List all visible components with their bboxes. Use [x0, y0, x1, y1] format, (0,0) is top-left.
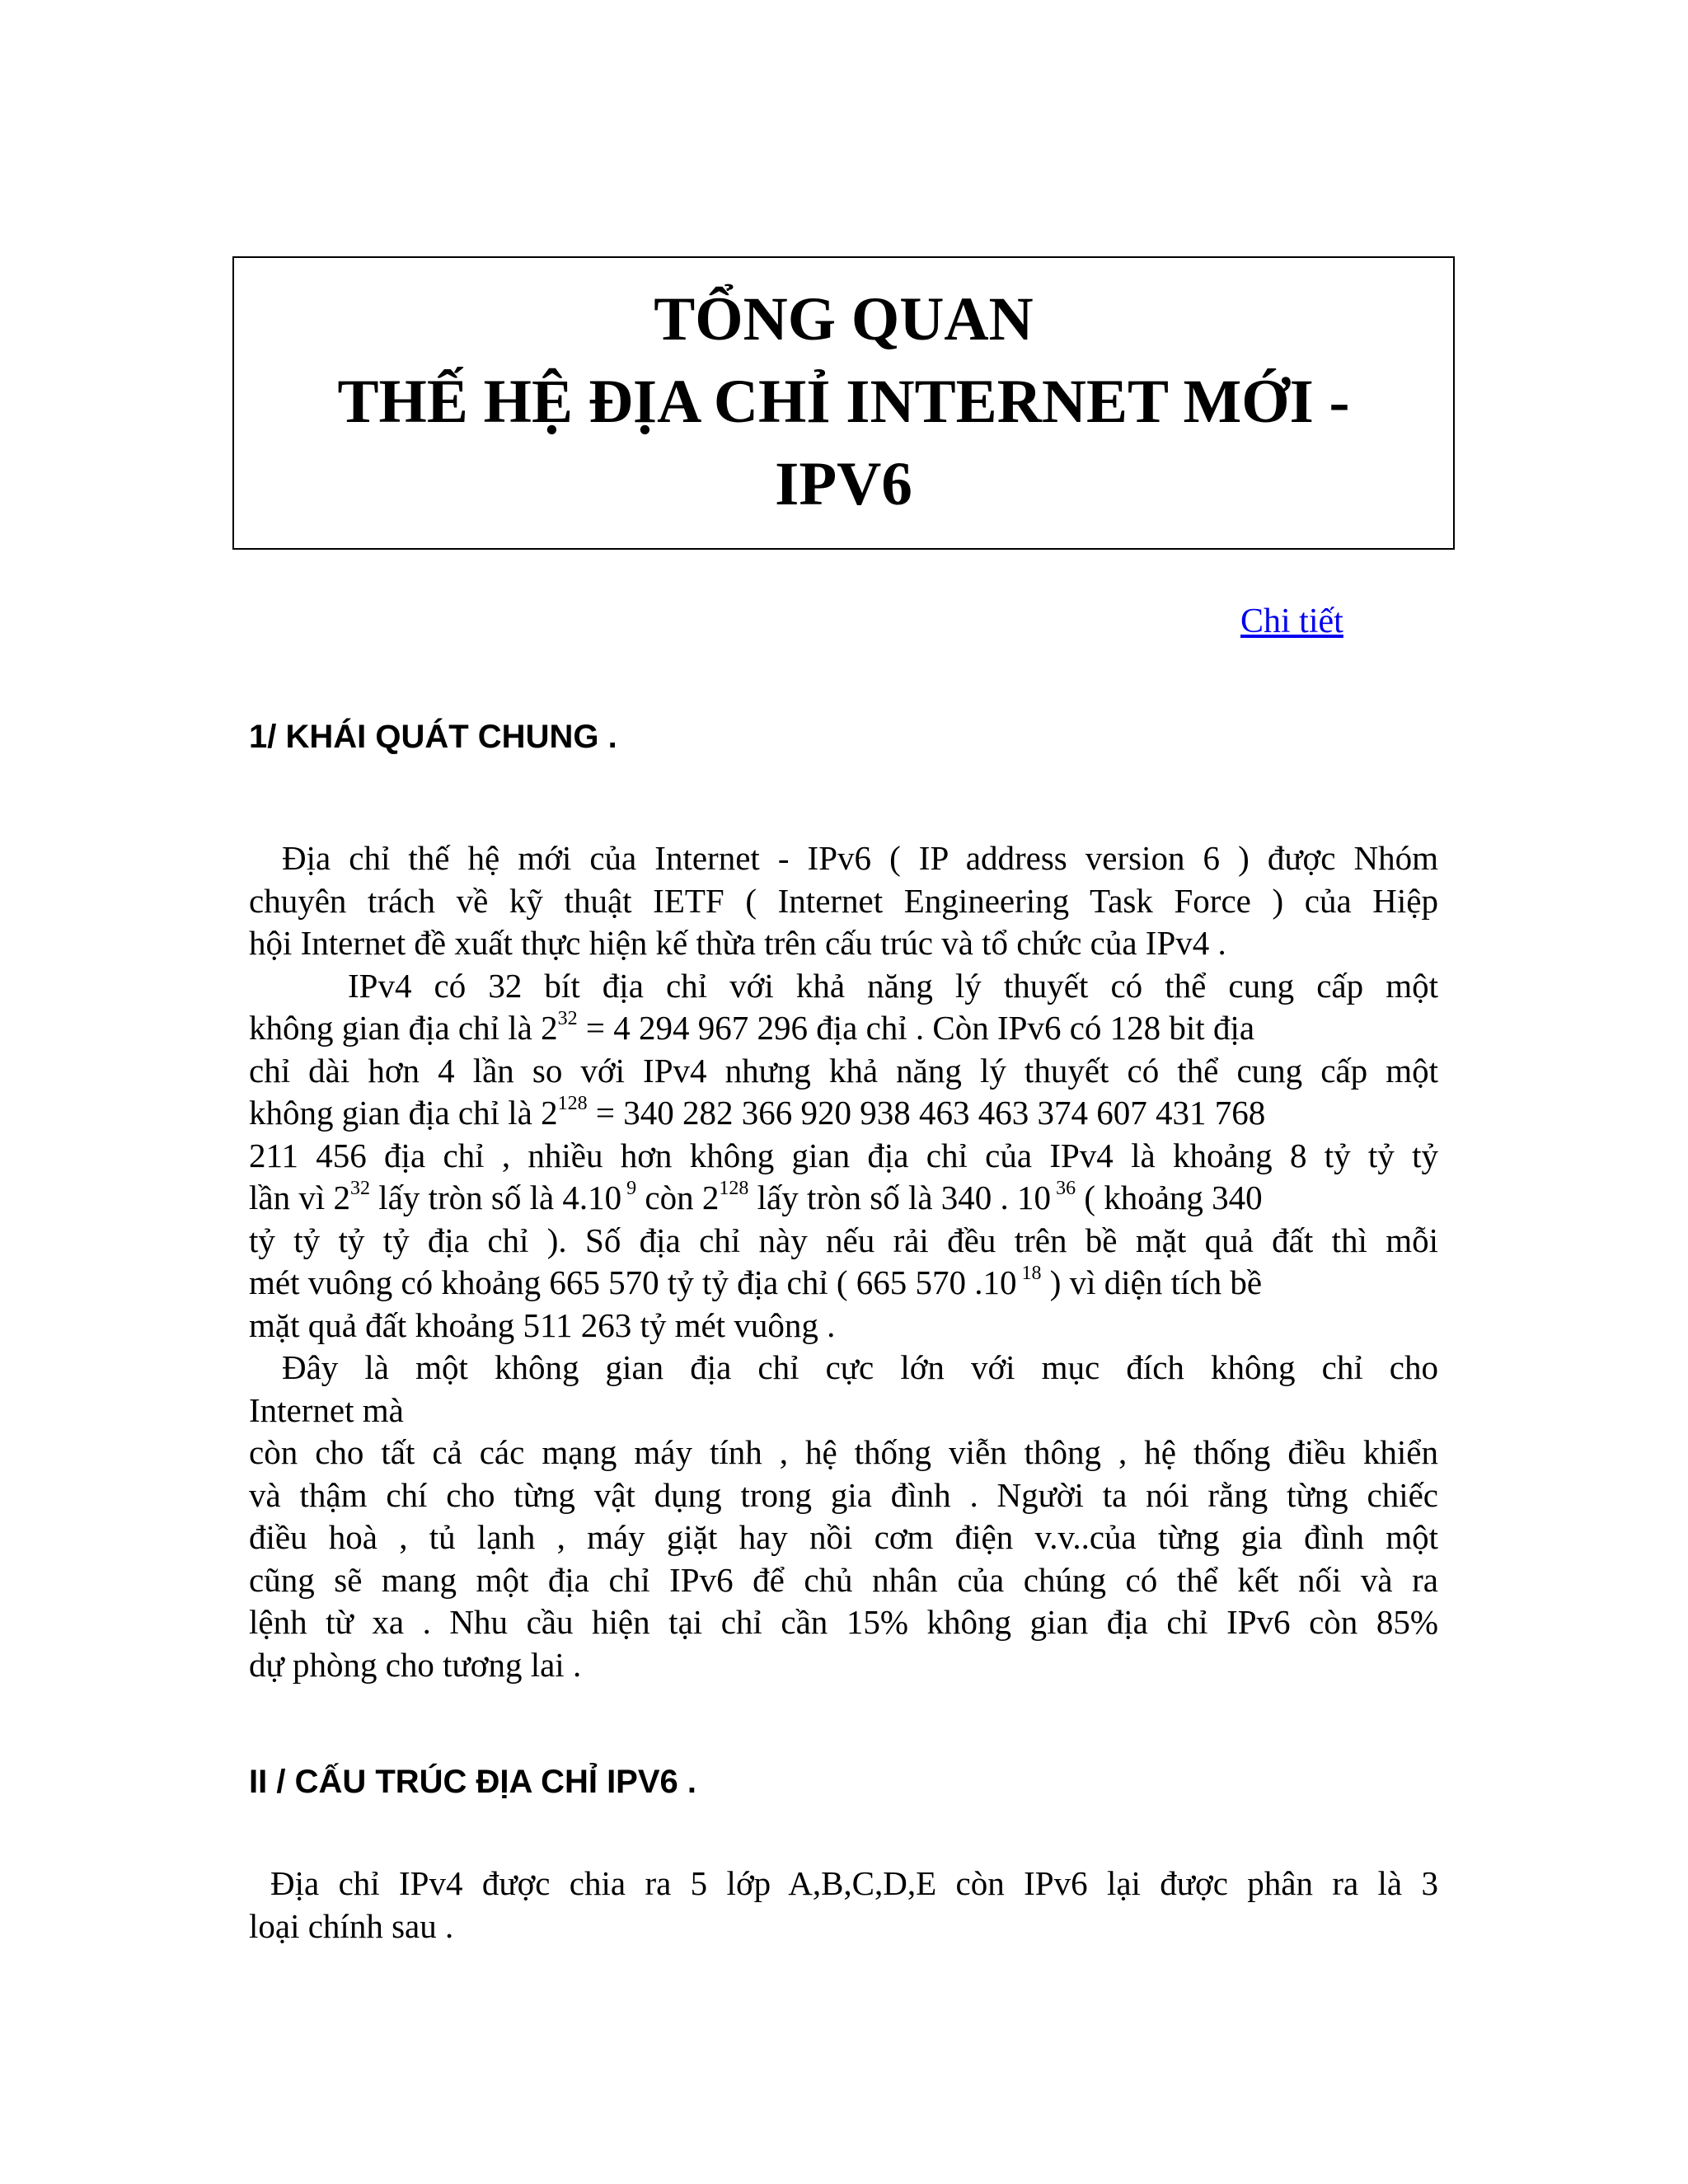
section-1-body	[249, 837, 1438, 1686]
text-line: dự phòng cho tương lai .	[249, 1645, 582, 1684]
superscript: 32	[349, 1178, 370, 1199]
text-line: chuyên trách về kỹ thuật IETF ( Internet Engineering Task Force ) của Hiệp	[249, 881, 1438, 920]
text-run: ) vì diện tích bề	[1041, 1263, 1263, 1301]
text-line: mặt quả đất khoảng 511 263 tỷ mét vuông .	[249, 1305, 836, 1344]
superscript: 36	[1051, 1178, 1076, 1199]
text-run: lấy tròn số là 340 . 10	[748, 1179, 1052, 1216]
text-run: không gian địa chỉ là 2	[249, 1009, 558, 1047]
text-line	[249, 1092, 1438, 1135]
text-line	[249, 1177, 1438, 1220]
text-run: còn 2	[636, 1179, 720, 1216]
text-line: IPv4 có 32 bít địa chỉ với khả năng lý thuyết có thể cung cấp một	[348, 966, 1438, 1005]
text-run: ( khoảng 340	[1076, 1179, 1263, 1216]
text-run: = 340 282 366 920 938 463 463 374 607 431 768	[587, 1094, 1266, 1132]
title-line-2: THẾ HỆ ĐỊA CHỈ INTERNET MỚI -	[337, 368, 1350, 436]
section-heading-2: II / CẤU TRÚC ĐỊA CHỈ IPV6 .	[249, 1764, 697, 1800]
text-line: Đây là một không gian địa chỉ cực lớn với mục đích không chỉ cho	[282, 1348, 1438, 1386]
superscript: 128	[719, 1178, 749, 1199]
text-line: lệnh từ xa . Nhu cầu hiện tại chỉ cần 15% không gian địa chỉ IPv6 còn 85%	[249, 1603, 1438, 1641]
section-heading-1: 1/ KHÁI QUÁT CHUNG .	[249, 719, 617, 755]
text-line: chỉ dài hơn 4 lần so với IPv4 nhưng khả năng lý thuyết có thể cung cấp một	[249, 1051, 1438, 1090]
text-line: hội Internet đề xuất thực hiện kế thừa trên cấu trúc và tổ chức của IPv4 .	[249, 924, 1226, 962]
text-line: 211 456 địa chỉ , nhiều hơn không gian địa chỉ của IPv4 là khoảng 8 tỷ tỷ tỷ	[249, 1136, 1438, 1174]
text-line: Internet mà	[249, 1390, 404, 1429]
text-line: cũng sẽ mang một địa chỉ IPv6 để chủ nhân của chúng có thể kết nối và ra	[249, 1560, 1438, 1599]
detail-link[interactable]: Chi tiết	[1240, 602, 1343, 640]
title-line-3: IPV6	[775, 450, 912, 518]
text-line: tỷ tỷ tỷ tỷ địa chỉ ). Số địa chỉ này nếu rải đều trên bề mặt quả đất thì mỗi	[249, 1221, 1438, 1259]
text-line	[249, 1262, 1438, 1305]
text-line	[249, 1007, 1438, 1050]
text-line: loại chính sau .	[249, 1906, 454, 1945]
text-line: còn cho tất cả các mạng máy tính , hệ thống viễn thông , hệ thống điều khiển	[249, 1433, 1438, 1471]
superscript: 32	[557, 1008, 578, 1029]
section-2-body	[249, 1863, 1438, 1947]
text-line: Địa chỉ IPv4 được chia ra 5 lớp A,B,C,D,E còn IPv6 lại được phân ra là 3	[270, 1864, 1438, 1902]
text-run: mét vuông có khoảng 665 570 tỷ tỷ địa chỉ ( 665 570 .10	[249, 1263, 1017, 1301]
text-run: lần vì 2	[249, 1179, 350, 1216]
text-run: lấy tròn số là 4.10	[369, 1179, 622, 1216]
title-box	[232, 256, 1455, 550]
text-line: Địa chỉ thế hệ mới của Internet - IPv6 ( IP address version 6 ) được Nhóm	[282, 839, 1438, 877]
superscript: 18	[1016, 1263, 1042, 1284]
text-run: = 4 294 967 296 địa chỉ . Còn IPv6 có 128 bit địa	[577, 1009, 1255, 1047]
superscript: 128	[557, 1093, 588, 1114]
text-line: điều hoà , tủ lạnh , máy giặt hay nồi cơm điện v.v..của từng gia đình một	[249, 1518, 1438, 1556]
title-line-1: TỔNG QUAN	[654, 285, 1034, 354]
superscript: 9	[621, 1178, 637, 1199]
text-run: không gian địa chỉ là 2	[249, 1094, 558, 1132]
text-line: và thậm chí cho từng vật dụng trong gia đình . Người ta nói rằng từng chiếc	[249, 1475, 1438, 1514]
